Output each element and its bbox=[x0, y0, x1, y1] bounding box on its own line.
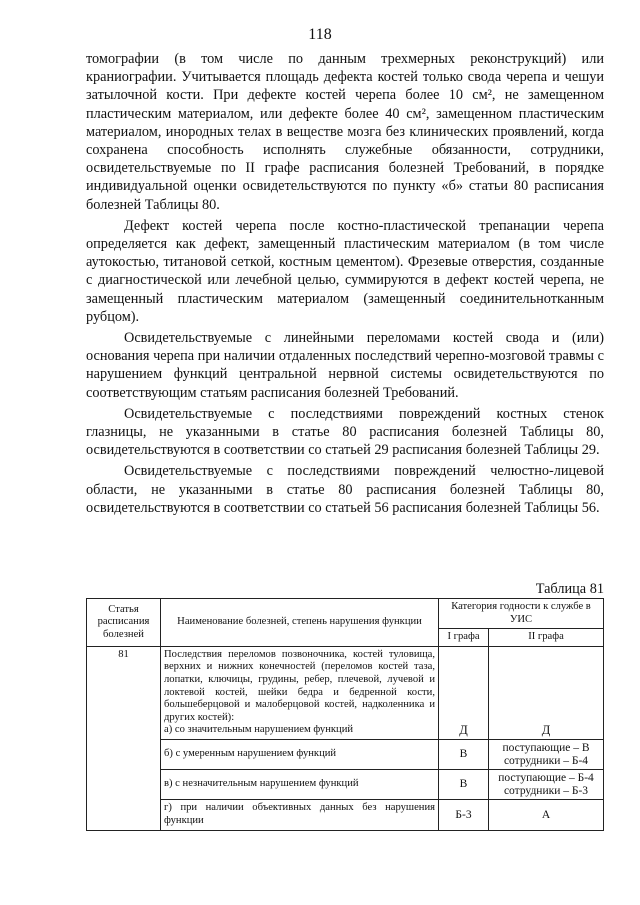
page-number: 118 bbox=[308, 26, 332, 43]
paragraph-3: Освидетельствуемые с линейными переломами костей свода и (или) основания черепа при наличии отдаленных последствий черепно-мозговой травмы с нарушением функций центральной нервной системы освидетельствуются по соответствующим статьям расписания болезней Требований. bbox=[86, 330, 604, 401]
paragraph-5: Освидетельствуемые с последствиями повреждений челюстно-лицевой области, не указанными в статье 80 расписания болезней Таблицы 80, освидетельствуются в соответствии со статьей 56 расписания болезней Таблицы 56. bbox=[86, 463, 604, 516]
table-row bbox=[87, 646, 604, 739]
table-row bbox=[87, 770, 604, 800]
header-disease-name: Наименование болезней, степень нарушения функции bbox=[161, 599, 439, 647]
row-b-column-2-line-2: сотрудники – Б-4 bbox=[503, 754, 589, 767]
row-d-column-2: А bbox=[489, 800, 604, 830]
row-c-text: в) с незначительным нарушением функций bbox=[161, 770, 439, 800]
paragraph-1: томографии (в том числе по данным трехмерных реконструкций) или краниографии. Учитывается площадь дефекта костей только свода черепа и чешуи затылочной кости. При дефекте костей черепа более 10 см², не замещенном пластическим материалом, или дефекте более 40 см², замещенном пластическим материалом, инородных телах в веществе мозга без клинических проявлений, когда сохранена способность исполнять служебные обязанности, сотрудники, освидетельствуемые по II графе расписания болезней Требований, в порядке индивидуальной оценки освидетельствуются по пункту «б» статьи 80 расписания болезней Таблицы 80. bbox=[86, 51, 604, 213]
article-number: 81 bbox=[87, 646, 161, 830]
header-column-1: I графа bbox=[439, 629, 489, 647]
paragraph-2: Дефект костей черепа после костно-пластической трепанации черепа определяется как дефект, замещенный пластическим материалом (в том числе аутокостью, титановой сеткой, костным цементом). Фрезевые отверстия, созданные с диагностической или лечебной целью, суммируются в дефект костей черепа, не замещенный пластическим материалом (замещенный соединительнотканным рубцом). bbox=[86, 217, 604, 325]
document-body bbox=[86, 50, 604, 517]
table-row bbox=[87, 739, 604, 769]
row-c-column-2-line-1: поступающие – Б-4 bbox=[498, 772, 594, 785]
header-category: Категория годности к службе в УИС bbox=[439, 599, 604, 629]
row-a-column-2: Д bbox=[489, 646, 604, 739]
header-article: Статья расписания болезней bbox=[87, 599, 161, 647]
row-a-text: а) со значительным нарушением функций bbox=[164, 724, 354, 736]
row-b-text: б) с умеренным нарушением функций bbox=[161, 739, 439, 769]
row-c-column-2-line-2: сотрудники – Б-3 bbox=[503, 784, 589, 797]
header-column-2: II графа bbox=[489, 629, 604, 647]
table-caption: Таблица 81 bbox=[535, 581, 604, 597]
paragraph-4: Освидетельствуемые с последствиями повреждений костных стенок глазницы, не указанными в статье 80 расписания болезней Таблицы 80, освидетельствуются в соответствии со статьей 29 расписания болезней Таблицы 29. bbox=[86, 405, 604, 459]
row-b-column-2 bbox=[489, 739, 604, 769]
row-d-text: г) при наличии объективных данных без нарушения функции bbox=[161, 800, 439, 830]
row-a-column-1: Д bbox=[439, 646, 489, 739]
table-row bbox=[87, 800, 604, 830]
row-c-column-1: В bbox=[439, 770, 489, 800]
disease-description: Последствия переломов позвоночника, костей туловища, верхних и нижних конечностей (переломов костей таза, лопатки, ключицы, грудины, ребер, плечевой, лучевой и локтевой костей, шейки бедра и бедренной кости, большеберцовой и малоберцовой костей, надколенника и других костей): bbox=[164, 648, 435, 723]
row-c-column-2 bbox=[489, 770, 604, 800]
table-81 bbox=[86, 598, 604, 831]
row-a-cell bbox=[161, 646, 439, 739]
row-b-column-1: В bbox=[439, 739, 489, 769]
row-d-column-1: Б-3 bbox=[439, 800, 489, 830]
row-b-column-2-line-1: поступающие – В bbox=[502, 741, 590, 754]
